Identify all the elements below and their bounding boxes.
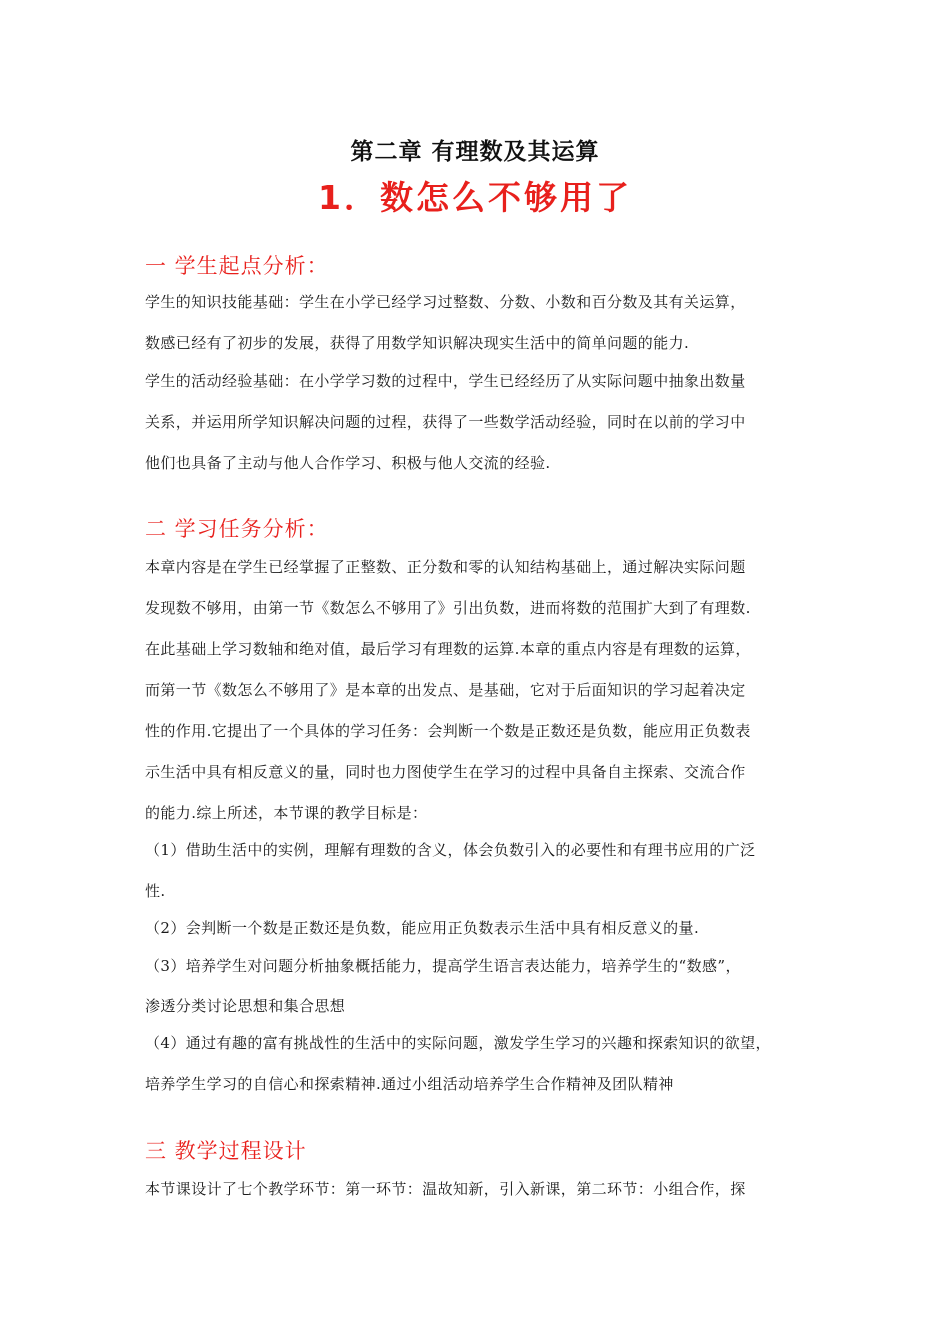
objective-item: （3）培养学生对问题分析抽象概括能力，提高学生语言表达能力，培养学生的“数感”，: [145, 957, 741, 975]
paragraph-line: 他们也具备了主动与他人合作学习、积极与他人交流的经验.: [145, 454, 551, 472]
objective-item: （1）借助生活中的实例，理解有理数的含义，体会负数引入的必要性和有理书应用的广泛: [145, 841, 756, 859]
paragraph-line: 渗透分类讨论思想和集合思想: [145, 997, 346, 1015]
paragraph-line: 性.: [145, 882, 166, 900]
section-heading-student-analysis: 一 学生起点分析：: [145, 254, 329, 278]
paragraph-line: 本章内容是在学生已经掌握了正整数、正分数和零的认知结构基础上，通过解决实际问题: [145, 558, 746, 576]
lesson-title: 1．数怎么不够用了: [318, 178, 632, 217]
paragraph-line: 关系，并运用所学知识解决问题的过程，获得了一些数学活动经验，同时在以前的学习中: [145, 413, 746, 431]
paragraph-line: 而第一节《数怎么不够用了》是本章的出发点、是基础，它对于后面知识的学习起着决定: [145, 681, 746, 699]
chapter-title: 第二章 有理数及其运算: [350, 139, 600, 165]
paragraph-line: 示生活中具有相反意义的量，同时也力图使学生在学习的过程中具备自主探索、交流合作: [145, 763, 746, 781]
objective-item: （2）会判断一个数是正数还是负数，能应用正负数表示生活中具有相反意义的量.: [145, 919, 700, 937]
paragraph-line: 本节课设计了七个教学环节：第一环节：温故知新，引入新课，第二环节：小组合作，探: [145, 1180, 746, 1198]
paragraph-line: 发现数不够用，由第一节《数怎么不够用了》引出负数，进而将数的范围扩大到了有理数.: [145, 599, 751, 617]
paragraph-line: 数感已经有了初步的发展，获得了用数学知识解决现实生活中的简单问题的能力.: [145, 334, 690, 352]
section-heading-teaching-process: 三 教学过程设计: [145, 1139, 307, 1163]
paragraph-line: 学生的活动经验基础：在小学学习数的过程中，学生已经经历了从实际问题中抽象出数量: [145, 372, 746, 390]
section-heading-task-analysis: 二 学习任务分析：: [145, 517, 329, 541]
paragraph-line: 学生的知识技能基础：学生在小学已经学习过整数、分数、小数和百分数及其有关运算，: [145, 293, 746, 311]
paragraph-line: 在此基础上学习数轴和绝对值，最后学习有理数的运算.本章的重点内容是有理数的运算，: [145, 640, 751, 658]
paragraph-line: 的能力.综上所述，本节课的教学目标是：: [145, 804, 428, 822]
paragraph-line: 培养学生学习的自信心和探索精神.通过小组活动培养学生合作精神及团队精神: [145, 1075, 674, 1093]
paragraph-line: 性的作用.它提出了一个具体的学习任务：会判断一个数是正数还是负数，能应用正负数表: [145, 722, 751, 740]
objective-item: （4）通过有趣的富有挑战性的生活中的实际问题，激发学生学习的兴趣和探索知识的欲望，: [145, 1034, 771, 1052]
